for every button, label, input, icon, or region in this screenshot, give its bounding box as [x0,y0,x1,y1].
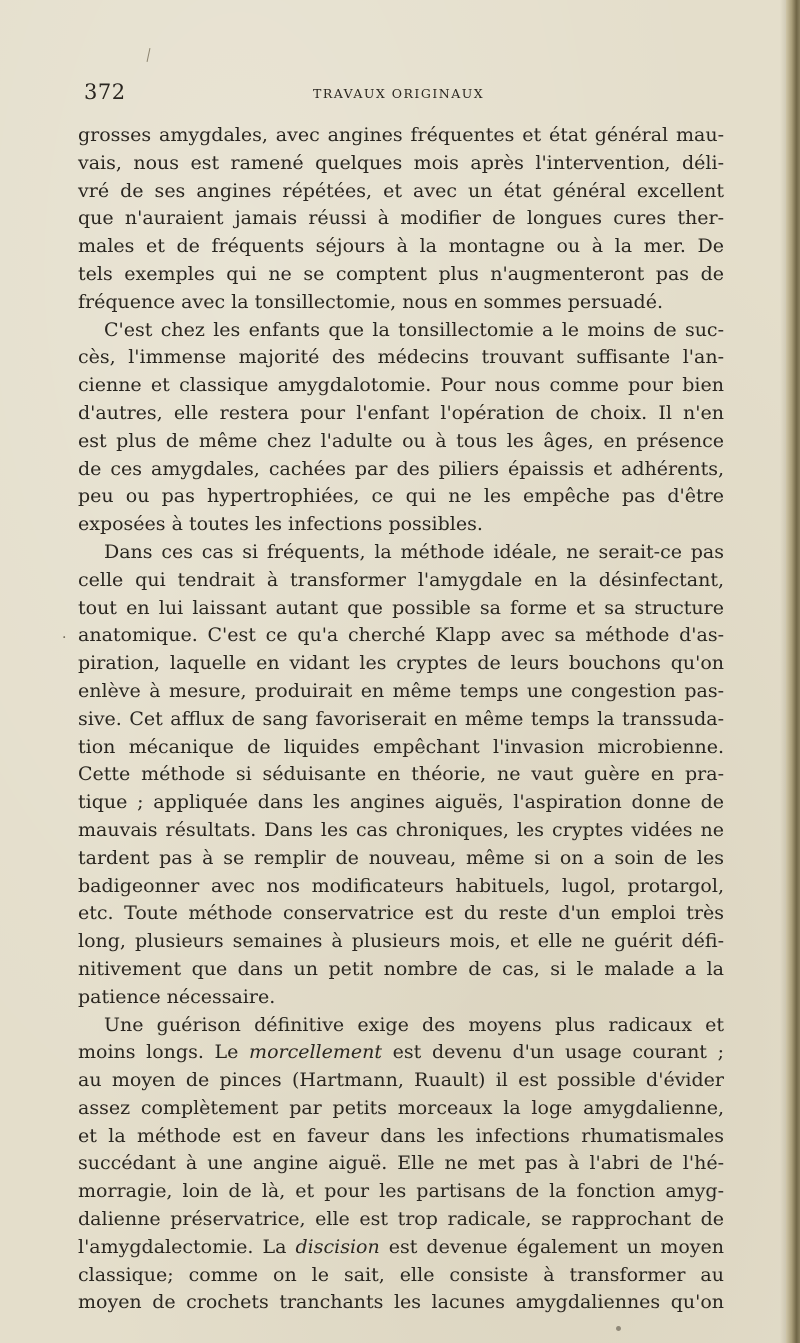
text-line: patience nécessaire. [78,985,276,1008]
text-line: que n'auraient jamais réussi à modifier de longues cures ther- [78,207,724,230]
text-line: moins longs. Le morcellement est devenu d'un usage courant ; [78,1041,724,1064]
page-number: 372 [84,80,126,104]
paragraph-start-line: C'est chez les enfants que la tonsillectomie a le moins de suc- [104,318,724,341]
text-line: au moyen de pinces (Hartmann, Ruault) il est possible d'évider [78,1069,724,1092]
text-line: tels exemples qui ne se comptent plus n'augmenteront pas de [78,262,724,285]
text-line: vré de ses angines répétées, et avec un état général excellent [78,179,724,202]
margin-mark: · [62,630,67,646]
text-line: grosses amygdales, avec angines fréquentes et état général mau- [78,124,724,146]
text-line: vais, nous est ramené quelques mois après l'intervention, déli- [78,151,724,174]
emphasized-term: morcellement [249,1041,383,1064]
text-line: cienne et classique amygdalotomie. Pour nous comme pour bien [78,374,724,397]
text-line: dalienne préservatrice, elle est trop radicale, se rapprochant de [78,1208,724,1231]
paragraph-start-line: Une guérison définitive exige des moyens plus radicaux et [104,1013,724,1036]
text-line: anatomique. C'est ce qu'a cherché Klapp avec sa méthode d'as- [78,624,724,647]
text-line: tout en lui laissant autant que possible sa forme et sa structure [78,596,724,619]
stray-pencil-mark [147,48,151,62]
text-line: males et de fréquents séjours à la montagne ou à la mer. De [78,235,724,258]
text-line: celle qui tendrait à transformer l'amygdale en la désinfectant, [78,568,724,591]
text-line: enlève à mesure, produirait en même temps une congestion pas- [78,679,724,702]
text-line: morragie, loin de là, et pour les partisans de la fonction amyg- [78,1180,724,1203]
text-line: exposées à toutes les infections possibles. [78,513,483,536]
text-line: badigeonner avec nos modificateurs habituels, lugol, protargol, [78,874,724,897]
paragraph-start-line: Dans ces cas si fréquents, la méthode idéale, ne serait-ce pas [104,540,724,563]
text-line: long, plusieurs semaines à plusieurs mois, et elle ne guérit défi- [78,930,724,953]
text-line: tique ; appliquée dans les angines aiguës, l'aspiration donne de [78,791,724,814]
text-line: succédant à une angine aiguë. Elle ne met pas à l'abri de l'hé- [78,1152,724,1175]
running-head [84,80,724,104]
emphasized-term: discision [295,1235,380,1258]
text-line: tardent pas à se remplir de nouveau, même si on a soin de les [78,846,724,869]
text-line: cès, l'immense majorité des médecins trouvant suffisante l'an- [78,346,724,369]
text-line: fréquence avec la tonsillectomie, nous en sommes persuadé. [78,290,663,313]
text-line: Cette méthode si séduisante en théorie, ne vaut guère en pra- [78,763,724,786]
text-line: mauvais résultats. Dans les cas chroniques, les cryptes vidées ne [78,818,724,841]
text-line: est plus de même chez l'adulte ou à tous les âges, en présence [78,429,724,452]
text-line: sive. Cet afflux de sang favoriserait en même temps la transsuda- [78,707,724,730]
text-line: moyen de crochets tranchants les lacunes amygdaliennes qu'on [78,1291,724,1314]
page-edge-shadow [786,0,800,1343]
text-line: assez complètement par petits morceaux la loge amygdalienne, [78,1096,724,1119]
body-text [78,122,724,1317]
text-line: de ces amygdales, cachées par des piliers épaissis et adhérents, [78,457,724,480]
text-line: tion mécanique de liquides empêchant l'invasion microbienne. [78,735,724,758]
text-line: nitivement que dans un petit nombre de cas, si le malade a la [78,957,724,980]
running-title: TRAVAUX ORIGINAUX [313,86,485,101]
text-line: etc. Toute méthode conservatrice est du reste d'un emploi très [78,902,724,925]
text-line: peu ou pas hypertrophiées, ce qui ne les empêche pas d'être [78,485,724,508]
text-line: d'autres, elle restera pour l'enfant l'opération de choix. Il n'en [78,401,724,424]
text-line: classique; comme on le sait, elle consiste à transformer au [78,1263,724,1286]
text-line: et la méthode est en faveur dans les infections rhumatismales [78,1124,724,1147]
paper-blemish [616,1326,621,1331]
text-line: l'amygdalectomie. La discision est devenue également un moyen [78,1235,724,1258]
text-line: piration, laquelle en vidant les cryptes de leurs bouchons qu'on [78,652,724,675]
